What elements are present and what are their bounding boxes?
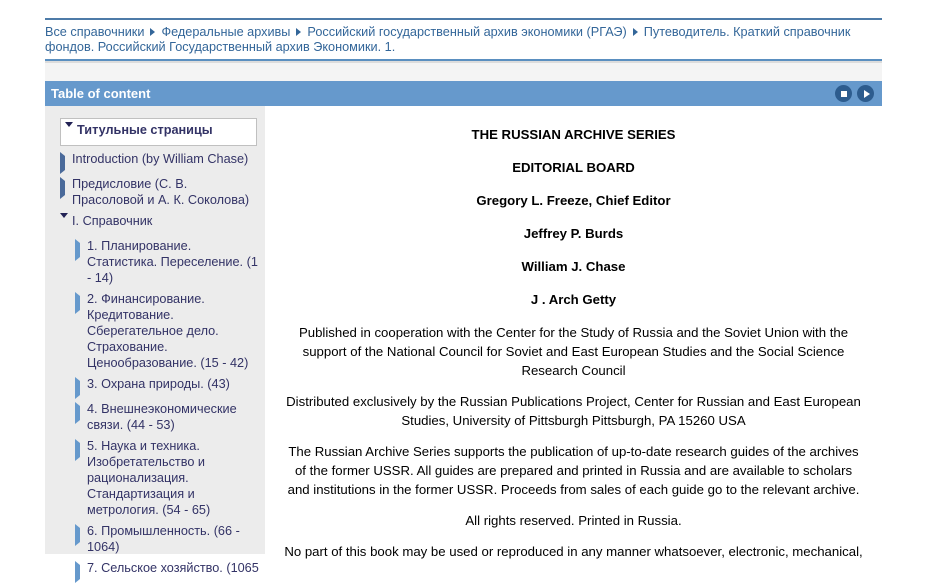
- toc-item[interactable]: [75, 238, 259, 286]
- triangle-right-icon[interactable]: [75, 442, 87, 458]
- toc-item[interactable]: [60, 213, 259, 233]
- stop-glyph: [841, 91, 847, 97]
- panel-header-controls: [835, 85, 874, 102]
- content-paragraph: No part of this book may be used or reproduced in any manner whatsoever, electronic, mechanical,: [284, 544, 863, 559]
- triangle-right-icon[interactable]: [75, 380, 87, 396]
- content-heading: William J. Chase: [521, 259, 626, 274]
- triangle-glyph: [60, 152, 65, 174]
- triangle-glyph: [75, 561, 80, 583]
- triangle-down-icon[interactable]: [60, 217, 72, 233]
- breadcrumb-link[interactable]: Российский государственный архив экономики (РГАЭ): [307, 25, 627, 39]
- breadcrumb-link[interactable]: Путеводитель. Краткий справочник фондов. Российский Государственный архив Экономики. 1.: [45, 25, 851, 54]
- triangle-glyph: [60, 177, 65, 199]
- breadcrumb-link[interactable]: Федеральные архивы: [161, 25, 291, 39]
- triangle-glyph: [75, 402, 80, 424]
- expand-icon[interactable]: [857, 85, 874, 102]
- triangle-right-icon[interactable]: [75, 405, 87, 421]
- triangle-glyph: [75, 439, 80, 461]
- breadcrumb-separator-icon: [150, 28, 155, 36]
- content-heading: THE RUSSIAN ARCHIVE SERIES: [471, 127, 676, 142]
- toc-item-label: 2. Финансирование. Кредитование. Сберегательное дело. Страхование. Ценообразование. (15 - 42): [87, 292, 249, 370]
- page: [0, 18, 935, 575]
- triangle-glyph: [65, 122, 73, 141]
- toc-item-label: 6. Промышленность. (66 - 1064): [87, 524, 240, 554]
- triangle-right-icon[interactable]: [75, 527, 87, 543]
- toc-item[interactable]: [75, 560, 259, 580]
- expand-glyph: [864, 90, 870, 98]
- triangle-right-icon[interactable]: [60, 155, 72, 171]
- page-frame: [45, 18, 882, 575]
- breadcrumb: [45, 20, 882, 59]
- toc-sidebar: [45, 106, 265, 575]
- toc-item-label: 4. Внешнеэкономические связи. (44 - 53): [87, 402, 237, 432]
- content-heading: EDITORIAL BOARD: [512, 160, 635, 175]
- toc-item-label: I. Справочник: [72, 214, 153, 228]
- toc-item-label: Предисловие (С. В. Прасоловой и А. К. Соколова): [72, 177, 250, 207]
- main-content: [265, 106, 882, 559]
- toc-item[interactable]: [60, 118, 257, 146]
- triangle-glyph: [75, 524, 80, 546]
- triangle-glyph: [75, 239, 80, 261]
- toc-item-label: 1. Планирование. Статистика. Переселение. (1 - 14): [87, 239, 258, 285]
- toc-item[interactable]: [75, 438, 259, 518]
- toc-item-label: 7. Сельское хозяйство. (1065: [87, 561, 259, 575]
- triangle-right-icon[interactable]: [60, 180, 72, 196]
- panel-title: Table of content: [51, 86, 151, 101]
- content-paragraph: Published in cooperation with the Center for the Study of Russia and the Soviet Union with the support of the National Council for Soviet and East European Studies and the Social Science Research Council: [298, 325, 849, 378]
- content-paragraph: The Russian Archive Series supports the publication of up-to-date research guides of the archives of the former USSR. All guides are prepared and printed in Russia and are available to scholars and institutions in the former USSR. Proceeds from sales of each guide go to the relevant archive.: [287, 444, 860, 497]
- content-paragraph: All rights reserved. Printed in Russia.: [465, 513, 682, 528]
- triangle-glyph: [75, 292, 80, 314]
- toc-item[interactable]: [60, 176, 259, 208]
- stop-icon[interactable]: [835, 85, 852, 102]
- triangle-right-icon[interactable]: [75, 564, 87, 580]
- content-heading: J . Arch Getty: [530, 292, 617, 307]
- triangle-right-icon[interactable]: [75, 242, 87, 258]
- breadcrumb-separator-icon: [633, 28, 638, 36]
- content-heading: Gregory L. Freeze, Chief Editor: [476, 193, 671, 208]
- content-paragraph: Distributed exclusively by the Russian Publications Project, Center for Russian and East European Studies, University of Pittsburgh Pittsburgh, PA 15260 USA: [286, 394, 861, 428]
- toc-item[interactable]: [60, 151, 259, 171]
- toc-item[interactable]: [75, 376, 259, 396]
- triangle-down-icon[interactable]: [65, 126, 77, 142]
- spacer-band: [45, 63, 882, 81]
- triangle-right-icon[interactable]: [75, 295, 87, 311]
- toc-item-label: Introduction (by William Chase): [72, 152, 249, 166]
- content-heading: Jeffrey P. Burds: [523, 226, 624, 241]
- toc-item[interactable]: [75, 291, 259, 371]
- toc-item[interactable]: [75, 401, 259, 433]
- triangle-glyph: [75, 377, 80, 399]
- toc-item[interactable]: [75, 523, 259, 555]
- toc-item-label: Титульные страницы: [77, 123, 213, 137]
- breadcrumb-link[interactable]: Все справочники: [45, 25, 145, 39]
- breadcrumb-separator-icon: [296, 28, 301, 36]
- panel-header: [45, 81, 882, 106]
- triangle-glyph: [60, 213, 68, 232]
- toc-item-label: 5. Наука и техника. Изобретательство и рационализация. Стандартизация и метрология. (54 - 65): [87, 439, 211, 517]
- toc-item-label: 3. Охрана природы. (43): [87, 377, 230, 391]
- panel-body: [45, 106, 882, 575]
